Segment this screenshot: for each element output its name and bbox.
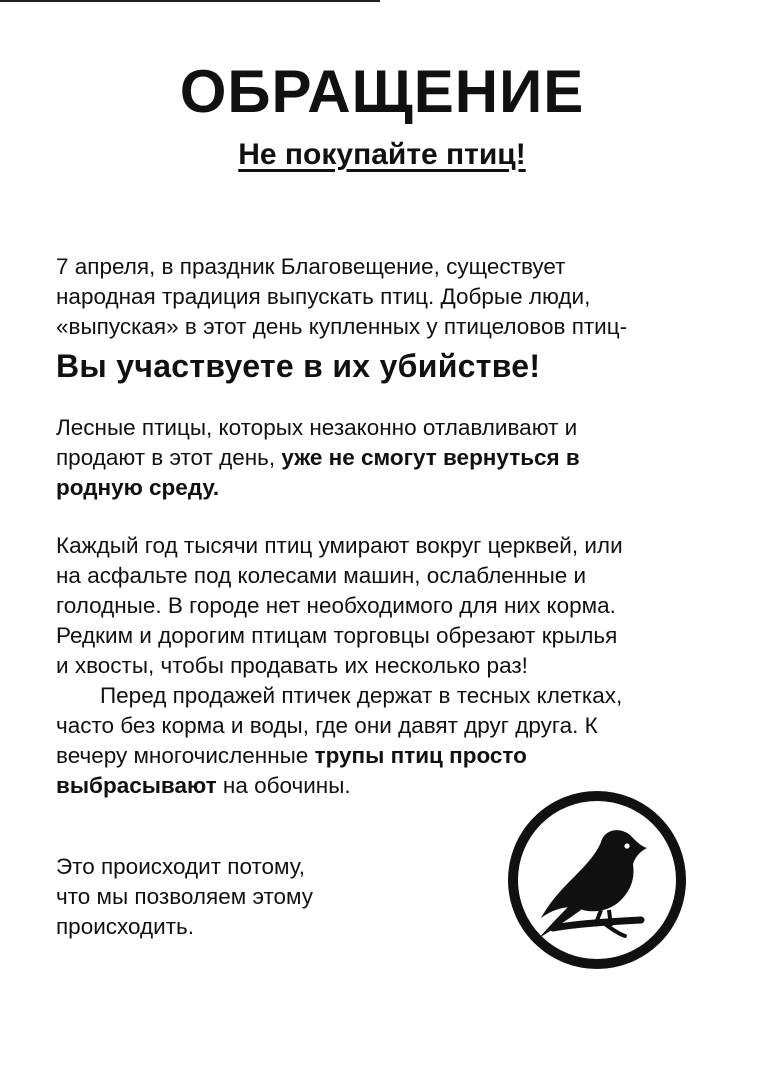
page-title: ОБРАЩЕНИЕ [179,58,585,125]
intro-line-2: народная традиция выпускать птиц. Добрые люди, [56,284,591,309]
year-line-5: и хвосты, чтобы продавать их несколько раз! [56,653,528,678]
forest-line-3-bold: родную среду. [56,475,220,500]
forest-line-2-bold: уже не смогут вернуться в [281,445,580,470]
year-line-2: на асфальте под колесами машин, ослабленные и [56,563,587,588]
year-line-9: на обочины. [216,773,351,798]
closing-line-3: происходить. [56,914,195,939]
intro-line-1: 7 апреля, в праздник Благовещение, существует [56,254,566,279]
page-subtitle: Не покупайте птиц! [238,138,526,171]
paragraph-intro [56,252,716,386]
forest-line-2: продают в этот день, [56,445,282,470]
scan-top-edge-line [0,0,380,2]
year-line-7: часто без корма и воды, где они давят друг друга. К [56,713,598,738]
closing-line-1: Это происходит потому, [56,854,306,879]
intro-emphasis: Вы участвуете в их убийстве! [56,348,541,384]
year-line-1: Каждый год тысячи птиц умирают вокруг церквей, или [56,533,623,558]
forest-line-1: Лесные птицы, которых незаконно отлавливают и [56,415,578,440]
paragraph-closing [56,852,376,942]
year-line-8: вечеру многочисленные [56,743,315,768]
intro-line-3: «выпуская» в этот день купленных у птицеловов птиц- [56,314,628,339]
paragraph-every-year [56,531,716,801]
paragraph-forest-birds [56,413,716,503]
closing-line-2: что мы позволяем этому [56,884,313,909]
year-line-4: Редким и дорогим птицам торговцы обрезают крылья [56,623,618,648]
year-line-3: голодные. В городе нет необходимого для них корма. [56,593,616,618]
year-line-6: Перед продажей птичек держат в тесных клетках, [100,683,623,708]
bird-in-circle-icon [505,788,689,972]
year-line-8-bold: трупы птиц просто [314,743,527,768]
year-line-9-bold: выбрасывают [56,773,217,798]
